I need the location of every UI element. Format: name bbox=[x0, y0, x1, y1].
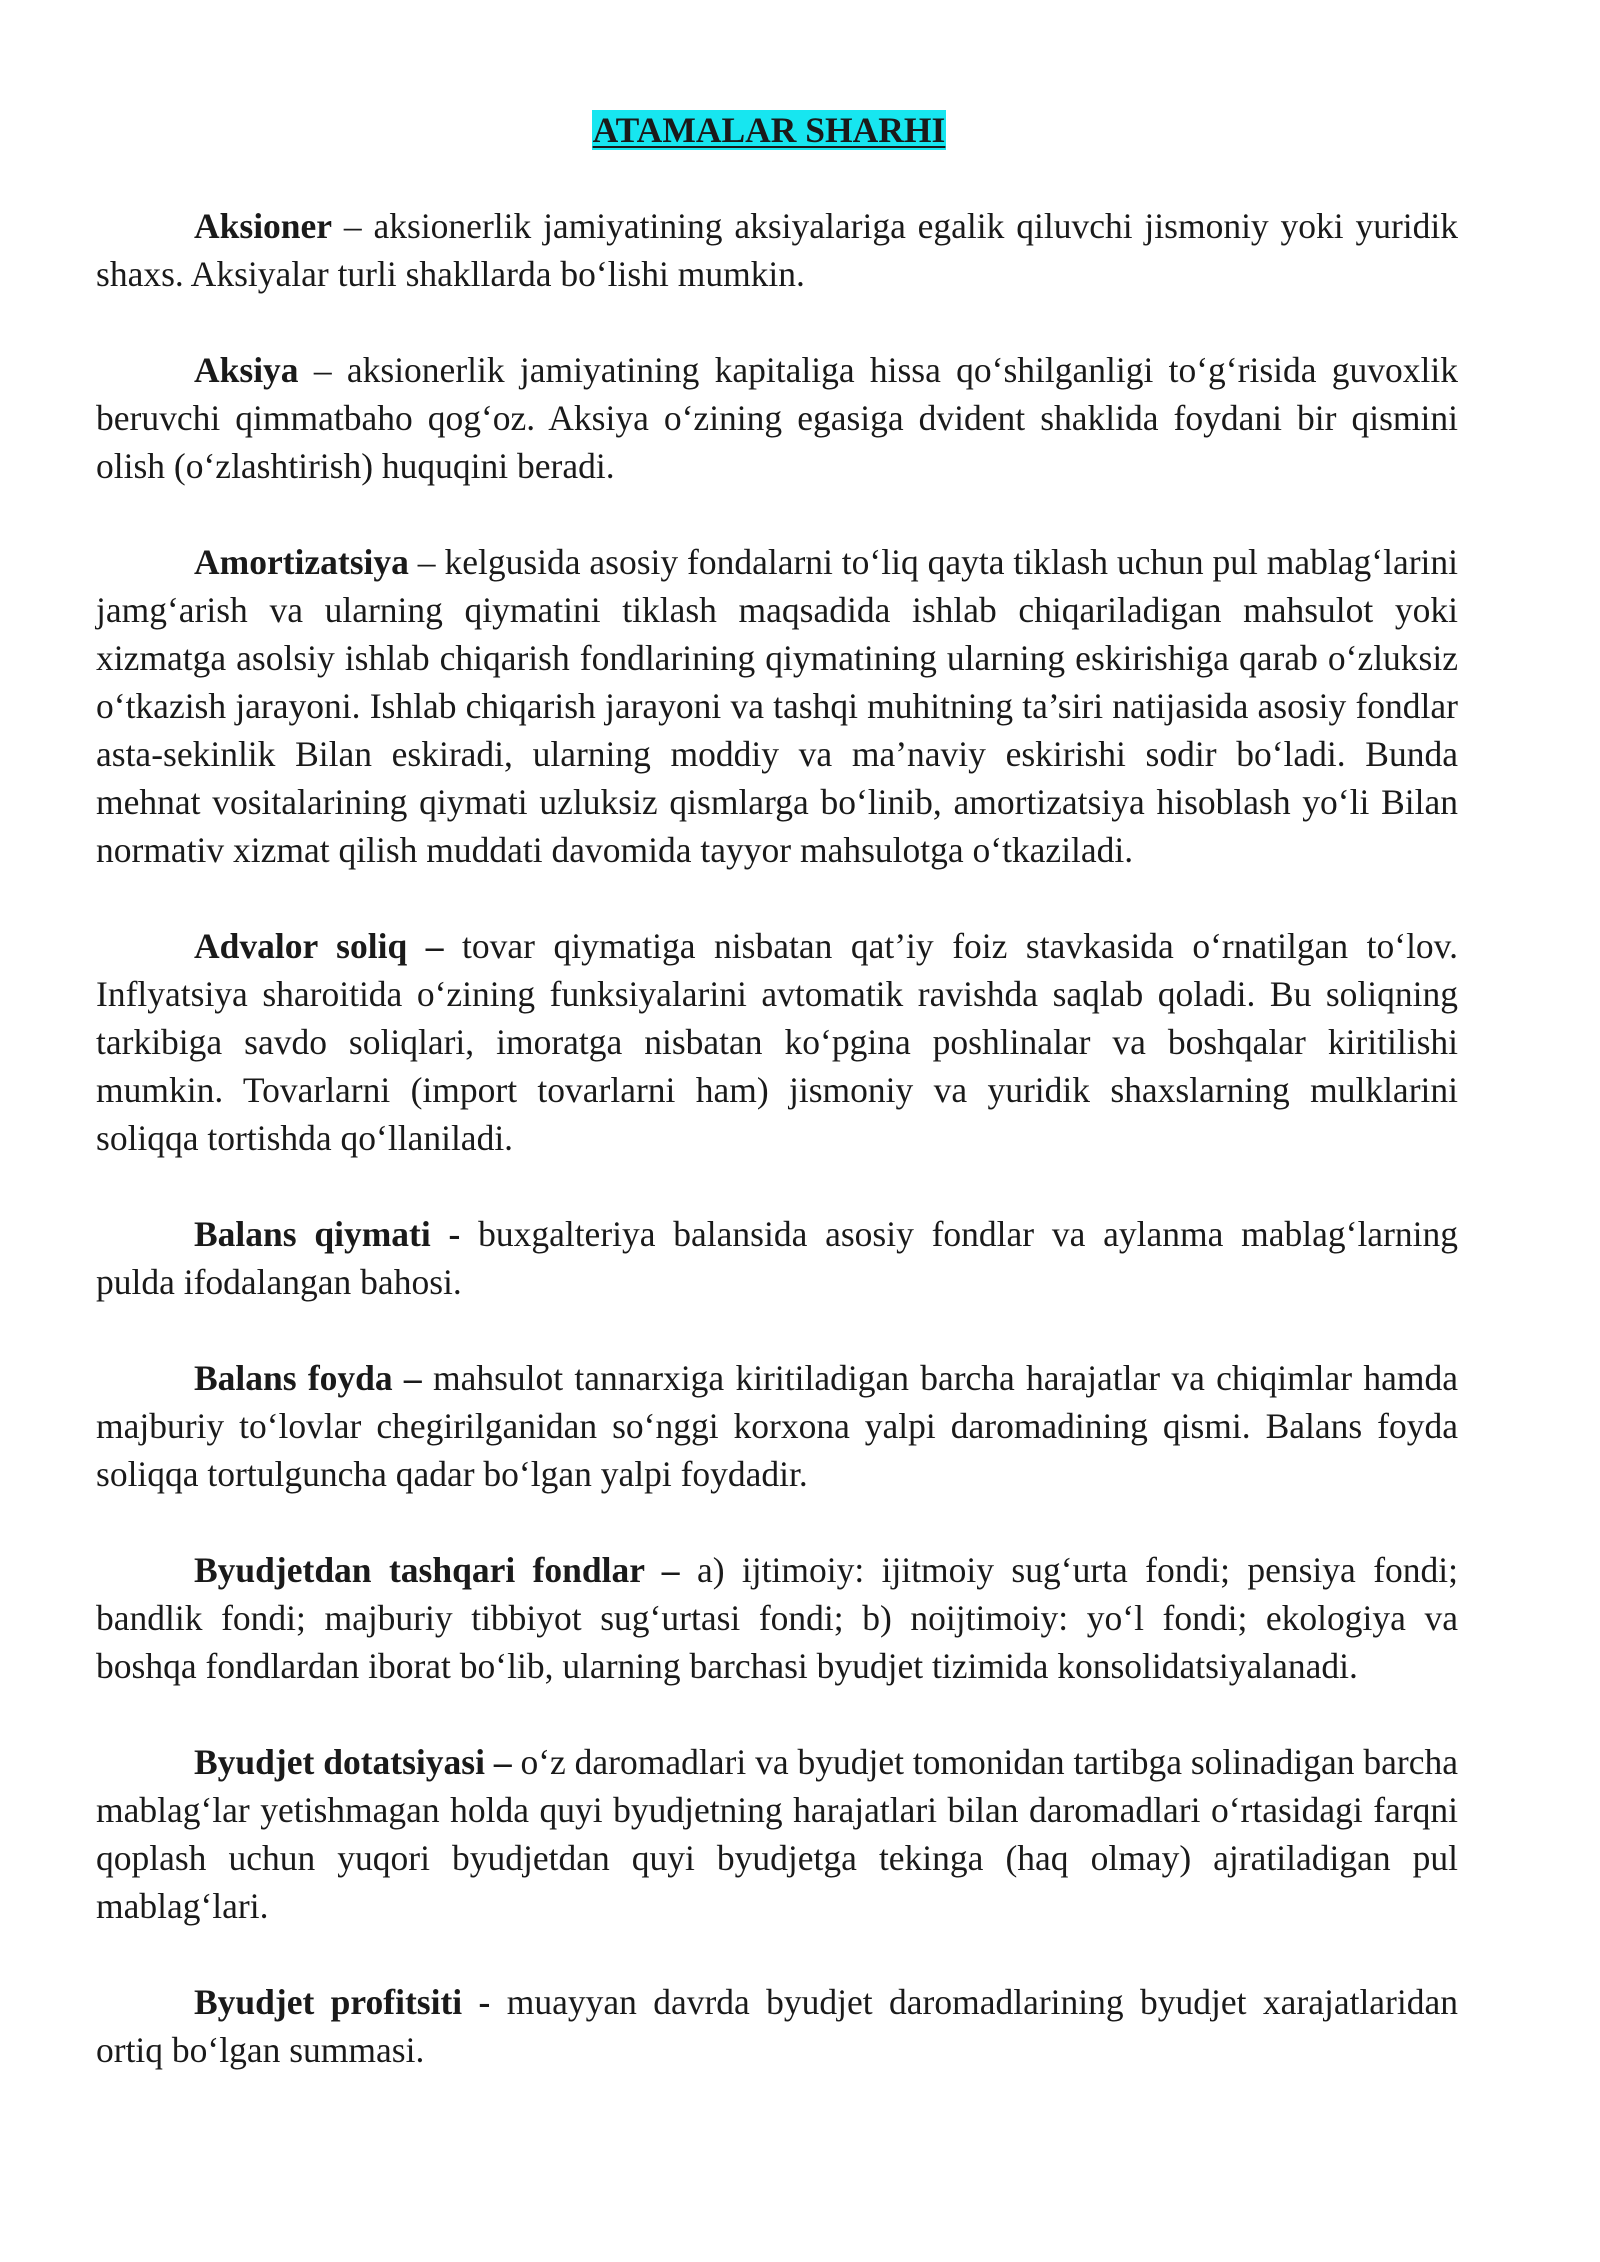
document-page bbox=[96, 106, 1458, 2122]
entry-separator bbox=[443, 926, 462, 966]
glossary-entry bbox=[96, 1738, 1458, 1930]
entry-term: Byudjet dotatsiyasi – bbox=[194, 1742, 512, 1782]
entry-term: Aksioner bbox=[194, 206, 333, 246]
title-row bbox=[96, 106, 1458, 154]
glossary-entry bbox=[96, 346, 1458, 490]
entry-definition: muayyan davrda byudjet daromadlarining byudjet xarajatlaridan ortiq bo‘lgan summasi. bbox=[96, 1982, 1459, 2070]
entry-definition: tovar qiymatiga nisbatan qat’iy foiz stavkasida o‘rnatilgan to‘lov. Inflyatsiya sharoitida o‘zining funksiyalarini avtomatik ravishda saqlab qoladi. Bu soliqning tarkibiga savdo soliqlari, imoratga nisbatan ko‘pgina poshlinalar va boshqalar kiritilishi mumkin. Tovarlarni (import tovarlarni ham) jismoniy va yuridik shaxslarning mulklarini soliqqa tortishda qo‘llaniladi. bbox=[96, 926, 1459, 1158]
entry-separator bbox=[422, 1358, 433, 1398]
entry-definition: buxgalteriya balansida asosiy fondlar va aylanma mablag‘larning pulda ifodalangan bahosi. bbox=[96, 1214, 1459, 1302]
entry-definition: a) ijtimoiy: ijitmoiy sug‘urta fondi; pensiya fondi; bandlik fondi; majburiy tibbiyot sug‘urtasi fondi; b) noijtimoiy: yo‘l fondi; ekologiya va boshqa fondlardan iborat bo‘lib, ularning barchasi byudjet tizimida konsolidatsiyalanadi. bbox=[96, 1550, 1458, 1686]
entry-separator bbox=[460, 1214, 478, 1254]
page-title: ATAMALAR SHARHI bbox=[592, 110, 946, 150]
entry-separator: – bbox=[408, 542, 445, 582]
entry-definition: aksionerlik jamiyatining aksiyalariga egalik qiluvchi jismoniy yoki yuridik shaxs. Aksiyalar turli shakllarda bo‘lishi mumkin. bbox=[96, 206, 1459, 294]
entry-separator bbox=[490, 1982, 506, 2022]
entry-separator: – bbox=[332, 206, 374, 246]
entry-definition: aksionerlik jamiyatining kapitaliga hissa qo‘shilganligi to‘g‘risida guvoxlik beruvchi qimmatbaho qog‘oz. Aksiya o‘zining egasiga dvident shaklida foydani bir qismini olish (o‘zlashtirish) huquqini beradi. bbox=[96, 350, 1459, 486]
glossary-entry bbox=[96, 1210, 1458, 1306]
entry-separator bbox=[680, 1550, 697, 1590]
entry-term: Advalor soliq – bbox=[194, 926, 444, 966]
entry-separator: – bbox=[298, 350, 347, 390]
entry-term: Amortizatsiya bbox=[194, 542, 409, 582]
entry-term: Balans foyda – bbox=[194, 1358, 422, 1398]
glossary-entry bbox=[96, 1546, 1458, 1690]
entry-term: Aksiya bbox=[194, 350, 299, 390]
entry-definition: mahsulot tannarxiga kiritiladigan barcha harajatlar va chiqimlar hamda majburiy to‘lovlar chegirilganidan so‘nggi korxona yalpi daromadining qismi. Balans foyda soliqqa tortulguncha qadar bo‘lgan yalpi foydadir. bbox=[96, 1358, 1459, 1494]
glossary-entry bbox=[96, 1978, 1458, 2074]
entry-term: Byudjet profitsiti - bbox=[194, 1982, 491, 2022]
entry-term: Byudjetdan tashqari fondlar – bbox=[194, 1550, 680, 1590]
glossary-entry bbox=[96, 922, 1458, 1162]
glossary-entry bbox=[96, 202, 1458, 298]
glossary-entry bbox=[96, 1354, 1458, 1498]
entry-definition: kelgusida asosiy fondalarni to‘liq qayta tiklash uchun pul mablag‘larini jamg‘arish va ularning qiymatini tiklash maqsadida ishlab chiqariladigan mahsulot yoki xizmatga asolsiy ishlab chiqarish fondlarining qiymatining ularning eskirishiga qarab o‘zluksiz o‘tkazish jarayoni. Ishlab chiqarish jarayoni va tashqi muhitning ta’siri natijasida asosiy fondlar asta-sekinlik Bilan eskiradi, ularning moddiy va ma’naviy eskirishi sodir bo‘ladi. Bunda mehnat vositalarining qiymati uzluksiz qismlarga bo‘linib, amortizatsiya hisoblash yo‘li Bilan normativ xizmat qilish muddati davomida tayyor mahsulotga o‘tkaziladi. bbox=[96, 542, 1459, 870]
entry-definition: o‘z daromadlari va byudjet tomonidan tartibga solinadigan barcha mablag‘lar yetishmagan holda quyi byudjetning harajatlari bilan daromadlari o‘rtasidagi farqni qoplash uchun yuqori byudjetdan quyi byudjetga tekinga (haq olmay) ajratiladigan pul mablag‘lari. bbox=[96, 1742, 1458, 1926]
entry-term: Balans qiymati - bbox=[194, 1214, 461, 1254]
glossary-entry bbox=[96, 538, 1458, 874]
